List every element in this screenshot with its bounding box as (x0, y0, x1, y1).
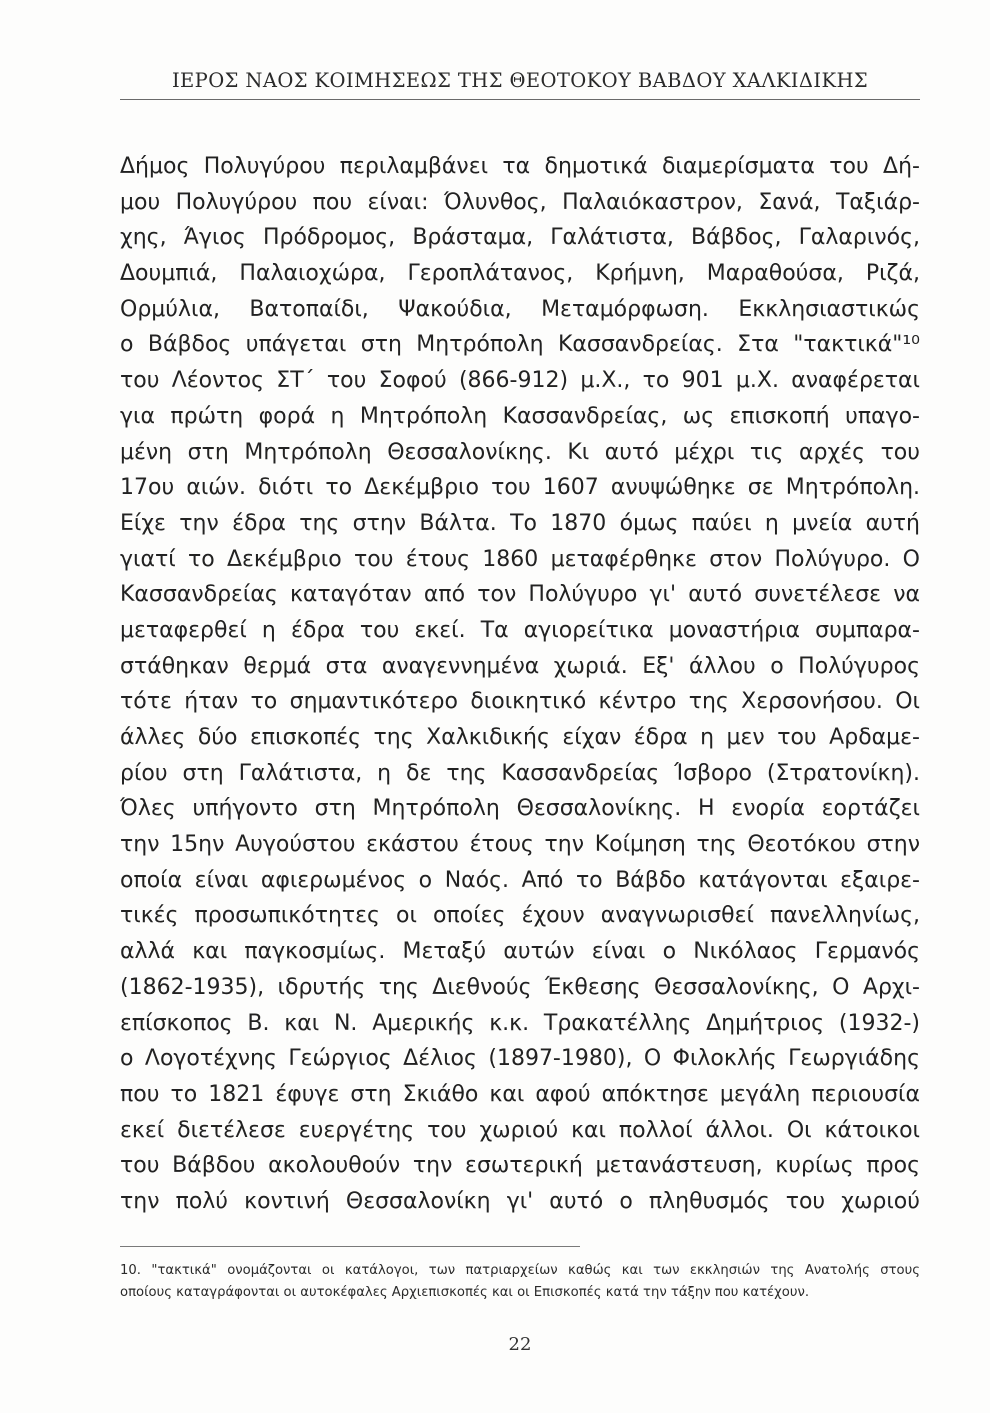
footnote (120, 1260, 920, 1304)
text-line: ο Βάβδος υπάγεται στη Μητρόπολη Κασσανδρείας. Στα "τακτικά"¹⁰ (120, 332, 920, 358)
text-line: που το 1821 έφυγε στη Σκιάθο και αφού απόκτησε μεγάλη περιουσία (120, 1081, 920, 1107)
text-line: την πολύ κοντινή Θεσσαλονίκη γι' αυτό ο πληθυσμός του χωριού (120, 1188, 920, 1214)
footnote-line: 10. "τακτικά" ονομάζονται οι κατάλογοι, των πατριαρχείων καθώς και των εκκλησιών της Ανατολής στους (120, 1263, 920, 1278)
text-line: αλλά και παγκοσμίως. Μεταξύ αυτών είναι ο Νικόλαος Γερμανός (120, 939, 920, 965)
page-number: 22 (508, 1334, 532, 1355)
text-line: ρίου στη Γαλάτιστα, η δε της Κασσανδρείας Ίσβορο (Στρατονίκη). (120, 760, 920, 786)
text-line: την 15ην Αυγούστου εκάστου έτους την Κοίμηση της Θεοτόκου στην (120, 832, 920, 858)
text-line: του Βάβδου ακολουθούν την εσωτερική μετανάστευση, κυρίως προς (120, 1153, 920, 1179)
text-line: Ορμύλια, Βατοπαίδι, Ψακούδια, Μεταμόρφωση. Εκκλησιαστικώς (120, 296, 920, 322)
text-line: (1862-1935), ιδρυτής της Διεθνούς Έκθεσης Θεσσαλονίκης, Ο Αρχι- (120, 974, 920, 1000)
running-header: ΙΕΡΟΣ ΝΑΟΣ ΚΟΙΜΗΣΕΩΣ ΤΗΣ ΘΕΟΤΟΚΟΥ ΒΑΒΔΟΥ ΧΑΛΚΙΔΙΚΗΣ (171, 69, 869, 92)
text-line: Όλες υπήγοντο στη Μητρόπολη Θεσσαλονίκης. Η ενορία εορτάζει (120, 796, 920, 822)
text-line: οποία είναι αφιερωμένος ο Ναός. Από το Βάβδο κατάγονται εξαιρε- (120, 867, 920, 893)
text-line: τικές προσωπικότητες οι οποίες έχουν αναγνωρισθεί πανελληνίως, (120, 903, 920, 929)
text-line: επίσκοπος Β. και Ν. Αμερικής κ.κ. Τρακατέλλης Δημήτριος (1932-) (120, 1010, 920, 1036)
text-line: 17ου αιών. διότι το Δεκέμβριο του 1607 ανυψώθηκε σε Μητρόπολη. (120, 475, 920, 501)
text-line: χης, Άγιος Πρόδρομος, Βράσταμα, Γαλάτιστα, Βάβδος, Γαλαρινός, (120, 225, 920, 251)
text-line: μου Πολυγύρου που είναι: Όλυνθος, Παλαιόκαστρον, Σανά, Ταξιάρ- (120, 189, 920, 215)
text-line: μεταφερθεί η έδρα του εκεί. Τα αγιορείτικα μοναστήρια συμπαρα- (120, 617, 920, 643)
text-line: ο Λογοτέχνης Γεώργιος Δέλιος (1897-1980), Ο Φιλοκλής Γεωργιάδης (120, 1046, 920, 1072)
text-line: για πρώτη φορά η Μητρόπολη Κασσανδρείας, ως επισκοπή υπαγο- (120, 403, 920, 429)
main-text (120, 149, 920, 1220)
text-line: του Λέοντος ΣΤ΄ του Σοφού (866-912) μ.Χ., το 901 μ.Χ. αναφέρεται (120, 368, 920, 394)
text-line: στάθηκαν θερμά στα αναγεννημένα χωριά. Εξ' άλλου ο Πολύγυρος (120, 653, 920, 679)
footnote-line: οποίους καταγράφονται οι αυτοκέφαλες Αρχιεπισκοπές και οι Επισκοπές κατά την τάξην που κατέχουν. (120, 1285, 810, 1300)
text-line: μένη στη Μητρόπολη Θεσσαλονίκης. Κι αυτό μέχρι τις αρχές του (120, 439, 920, 465)
text-line: άλλες δύο επισκοπές της Χαλκιδικής είχαν έδρα η μεν του Αρδαμε- (120, 725, 920, 750)
text-line: εκεί διετέλεσε ευεργέτης του χωριού και πολλοί άλλοι. Οι κάτοικοι (120, 1117, 920, 1143)
text-line: Είχε την έδρα της στην Βάλτα. Το 1870 όμως παύει η μνεία αυτή (120, 510, 920, 536)
footnote-rule (120, 1246, 580, 1247)
text-line: Δήμος Πολυγύρου περιλαμβάνει τα δημοτικά διαμερίσματα του Δή- (120, 154, 920, 179)
text-line: Δουμπιά, Παλαιοχώρα, Γεροπλάτανος, Κρήμνη, Μαραθούσα, Ριζά, (120, 261, 920, 287)
text-line: τότε ήταν το σημαντικότερο διοικητικό κέντρο της Χερσονήσου. Οι (120, 689, 920, 715)
header-rule (120, 99, 920, 100)
text-line: γιατί το Δεκέμβριο του έτους 1860 μεταφέρθηκε στον Πολύγυρο. Ο (120, 546, 920, 572)
text-line: Κασσανδρείας καταγόταν από τον Πολύγυρο γι' αυτό συνετέλεσε να (120, 582, 920, 608)
